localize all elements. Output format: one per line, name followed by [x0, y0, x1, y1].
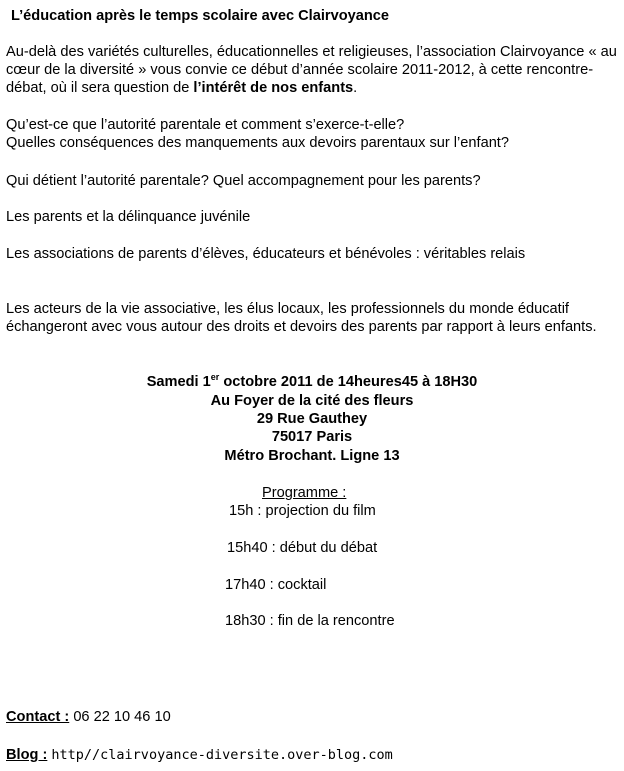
intro-highlight: l’intérêt de nos enfants [193, 80, 354, 96]
contact-phone: 06 22 10 46 10 [73, 709, 171, 725]
event-venue: Au Foyer de la cité des fleurs [210, 393, 414, 409]
programme-heading: Programme : [262, 485, 347, 501]
event-date-prefix: Samedi 1 [146, 374, 211, 390]
programme-item: 17h40 : cocktail [225, 577, 327, 593]
intro-text: Au-delà des variétés culturelles, éducationnelles et religieuses, l’association Clairvoyance « au cœur de la diversité » vous convie ce début d’année scolaire 2011-2012, à cette rencontre-débat, où il sera question de [6, 44, 617, 96]
question-4: Les parents et la délinquance juvénile [6, 209, 251, 225]
question-2: Quelles conséquences des manquements aux devoirs parentaux sur l’enfant? [6, 135, 509, 151]
blog-line [6, 746, 393, 764]
blog-label: Blog : [6, 747, 48, 763]
event-metro: Métro Brochant. Ligne 13 [224, 448, 400, 464]
question-3: Qui détient l’autorité parentale? Quel accompagnement pour les parents? [6, 173, 481, 189]
contact-label: Contact : [6, 709, 70, 725]
programme-item: 15h40 : début du débat [227, 540, 378, 556]
question-5: Les associations de parents d’élèves, éducateurs et bénévoles : véritables relais [6, 246, 526, 262]
actors-paragraph: Les acteurs de la vie associative, les élus locaux, les professionnels du monde éducatif échangeront avec vous autour des droits et devoirs des parents par rapport à leurs enfants. [6, 301, 597, 335]
intro-paragraph [6, 43, 618, 97]
event-street: 29 Rue Gauthey [256, 411, 368, 427]
intro-end: . [353, 80, 358, 96]
blog-link[interactable]: http//clairvoyance-diversite.over-blog.com [51, 747, 393, 763]
contact-line [6, 708, 171, 726]
question-1: Qu’est-ce que l’autorité parentale et comment s’exerce-t-elle? [6, 117, 405, 133]
event-city: 75017 Paris [271, 429, 353, 445]
event-date-sup: er [210, 372, 220, 382]
programme-item: 18h30 : fin de la rencontre [225, 613, 395, 629]
event-date-suffix: octobre 2011 de 14heures45 à 18H30 [219, 374, 478, 390]
page-title: L’éducation après le temps scolaire avec Clairvoyance [11, 8, 389, 24]
event-date [0, 373, 624, 391]
programme-item: 15h : projection du film [229, 503, 376, 519]
